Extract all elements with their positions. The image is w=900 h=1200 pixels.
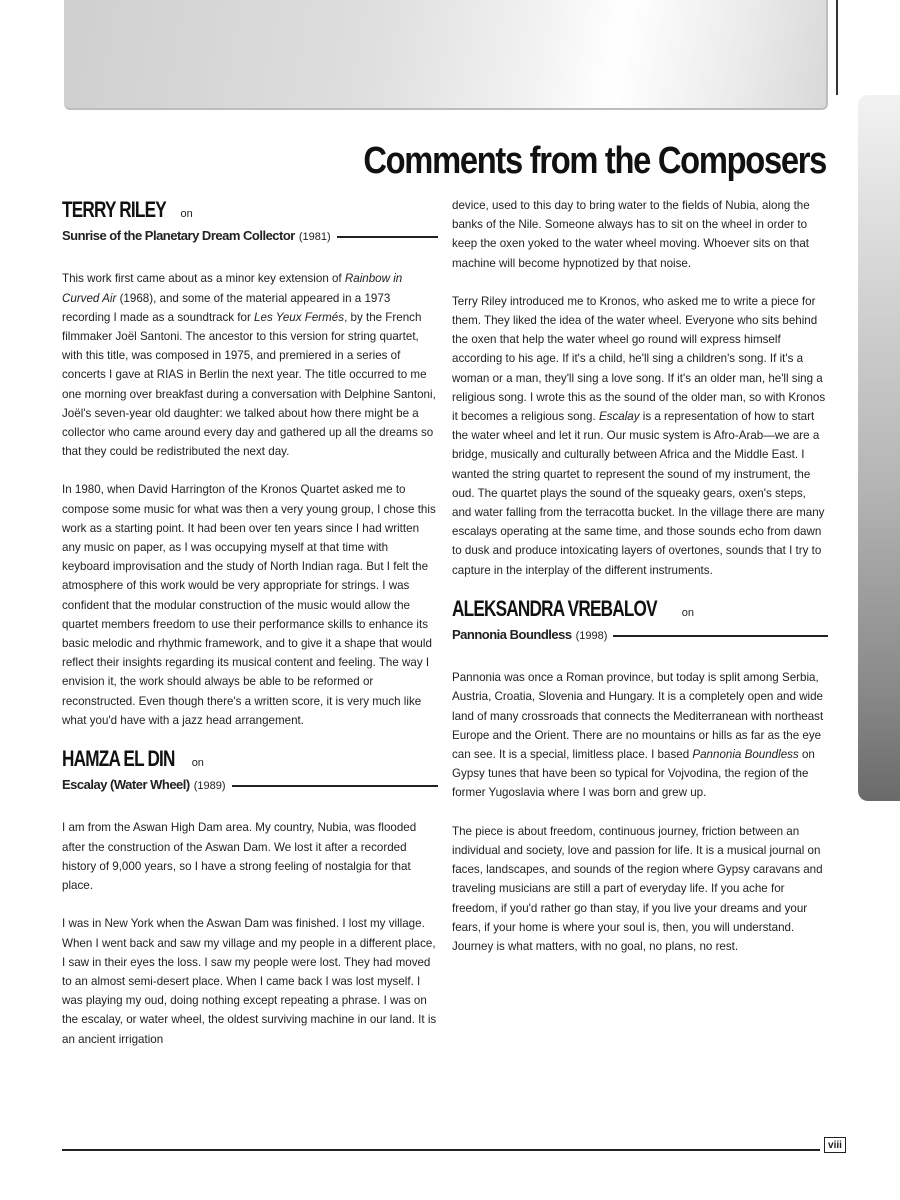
composer-hamza-el-din [62, 746, 438, 1049]
work-rule [613, 635, 828, 637]
composer-name: TERRY RILEY [62, 197, 166, 222]
paragraph: I am from the Aswan High Dam area. My country, Nubia, was flooded after the construction of the Aswan Dam. We lost it after a recorded history of 9,000 years, so I have a strong feeling of nostalgia for that place. [62, 821, 417, 893]
work-line [452, 625, 828, 646]
paragraph: This work first came about as a minor key extension of Rainbow in Curved Air (1968), and some of the material appeared in a 1973 recording I made as a soundtrack for Les Yeux Fermés, by the French filmmaker Joël Santoni. The ancestor to this version for string quartet, with this title, was composed in 1975, and premiered in a series of concerts I gave at RIAS in Berlin the next year. The title occurred to me one morning over breakfast during a conversation with Delphine Santoni, Joël's seven-year old daughter: we talked about how there might be a collector who came around every day and gathered up all the dreams so that they could be redistributed the next day. [62, 272, 436, 459]
paragraph: The piece is about freedom, continuous journey, friction between an individual and society, love and passion for life. It is a musical journal on faces, landscapes, and sounds of the region where Gypsy caravans and traveling musicians are still a part of everyday life. If you ache for freedom, if you'd rather go than stay, if you live your dreams and your fears, if your home is where your soul is, then, you will understand. Journey is what matters, with no goal, no plans, no rest. [452, 824, 823, 953]
work-rule [337, 236, 438, 238]
vertical-rule [836, 0, 838, 95]
work-line [62, 226, 438, 247]
composer-on: on [191, 757, 204, 770]
work-year: (1989) [193, 780, 226, 793]
work-title: Escalay (Water Wheel) [62, 777, 190, 793]
paragraph: device, used to this day to bring water to the fields of Nubia, along the banks of the Nile. Someone always has to sit on the wheel in order to keep the oxen yoked to the water wheel moving. Whoever sits on that machine will become hypnotized by that noise. [452, 199, 810, 270]
work-rule [232, 785, 438, 787]
header-banner-image [64, 0, 828, 110]
composer-terry-riley [62, 197, 438, 730]
paragraph: Terry Riley introduced me to Kronos, who asked me to write a piece for them. They liked the idea of the water wheel. Everyone who sits behind the oxen that help the water wheel go round will express himself according to his age. If it's a child, he'll sing a children's song. If it's a woman or a man, they'll sing a love song. If it's an older man, he'll sing a religious song. I wrote this as the sound of the older man, so with Kronos it becomes a religious song. Escalay is a representation of how to start the water wheel and let it run. Our music system is Afro-Arab—we are a bridge, musically and culturally between Africa and the Middle East. I wanted the string quartet to represent the sound of my instrument, the oud. The quartet plays the sound of the squeaky gears, oxen's steps, and water falling from the terracotta bucket. In the village there are many escalays operating at the same time, and those sounds echo from dawn to dusk and produce intoxicating layers of overtones, sounds that I try to capture in the interplay of the different instruments. [452, 294, 826, 577]
work-title: Sunrise of the Planetary Dream Collector [62, 228, 295, 244]
composer-on: on [180, 208, 193, 220]
work-line [62, 775, 438, 796]
side-tab [858, 95, 900, 801]
paragraph: Pannonia was once a Roman province, but today is split among Serbia, Austria, Croatia, Slovenia and Hungary. It is a completely open and wide land of many crossroads that connects the Mediterranean with northeast Europe and the Orient. There are no mountains or hills as far as the eye can see. It is a special, limitless place. I based Pannonia Boundless on Gypsy tunes that have been so typical for Vojvodina, the region of the former Yugoslavia where I was born and grew up. [452, 671, 824, 800]
paragraph: In 1980, when David Harrington of the Kronos Quartet asked me to compose some music for what was then a very young group, I chose this work as a starting point. It had been over ten years since I had written any music on paper, as I was occupying myself at that time with keyboard improvisation and the study of North Indian raga. But I felt the atmosphere of this work would be very appropriate for strings. I was confident that the modular construction of the music would allow the quartet members freedom to use their performance skills to enhance its basic melodic and rhythmic framework, and to give it a shape that would reflect their insights regarding its musical content and feeling. The way I envision it, the work should always be able to be reformed or reconstructed. Even though there's a written score, it is very much like what you'd have with a jazz head arrangement. [62, 483, 436, 727]
work-year: (1998) [575, 630, 608, 643]
work-title: Pannonia Boundless [452, 627, 572, 643]
composer-aleksandra-vrebalov [452, 595, 828, 956]
page-title: Comments from the Composers [363, 140, 826, 182]
paragraph: I was in New York when the Aswan Dam was finished. I lost my village. When I went back and saw my village and my people in a different place, I saw in their eyes the loss. I saw my people were lost. They had moved to an almost semi-desert place. When I came back I was lost myself. I was playing my oud, doing nothing except repeating a phrase. I was on the escalay, or water wheel, the oldest surviving machine in our land. It is an ancient irrigation [62, 917, 437, 1046]
footer-rule [62, 1149, 820, 1151]
right-column [452, 196, 828, 975]
work-year: (1981) [298, 231, 331, 244]
composer-name: HAMZA EL DIN [62, 746, 175, 772]
composer-name: ALEKSANDRA VREBALOV [452, 595, 657, 621]
page-number: viii [824, 1137, 846, 1153]
left-column [62, 197, 438, 1068]
composer-on: on [681, 606, 695, 619]
